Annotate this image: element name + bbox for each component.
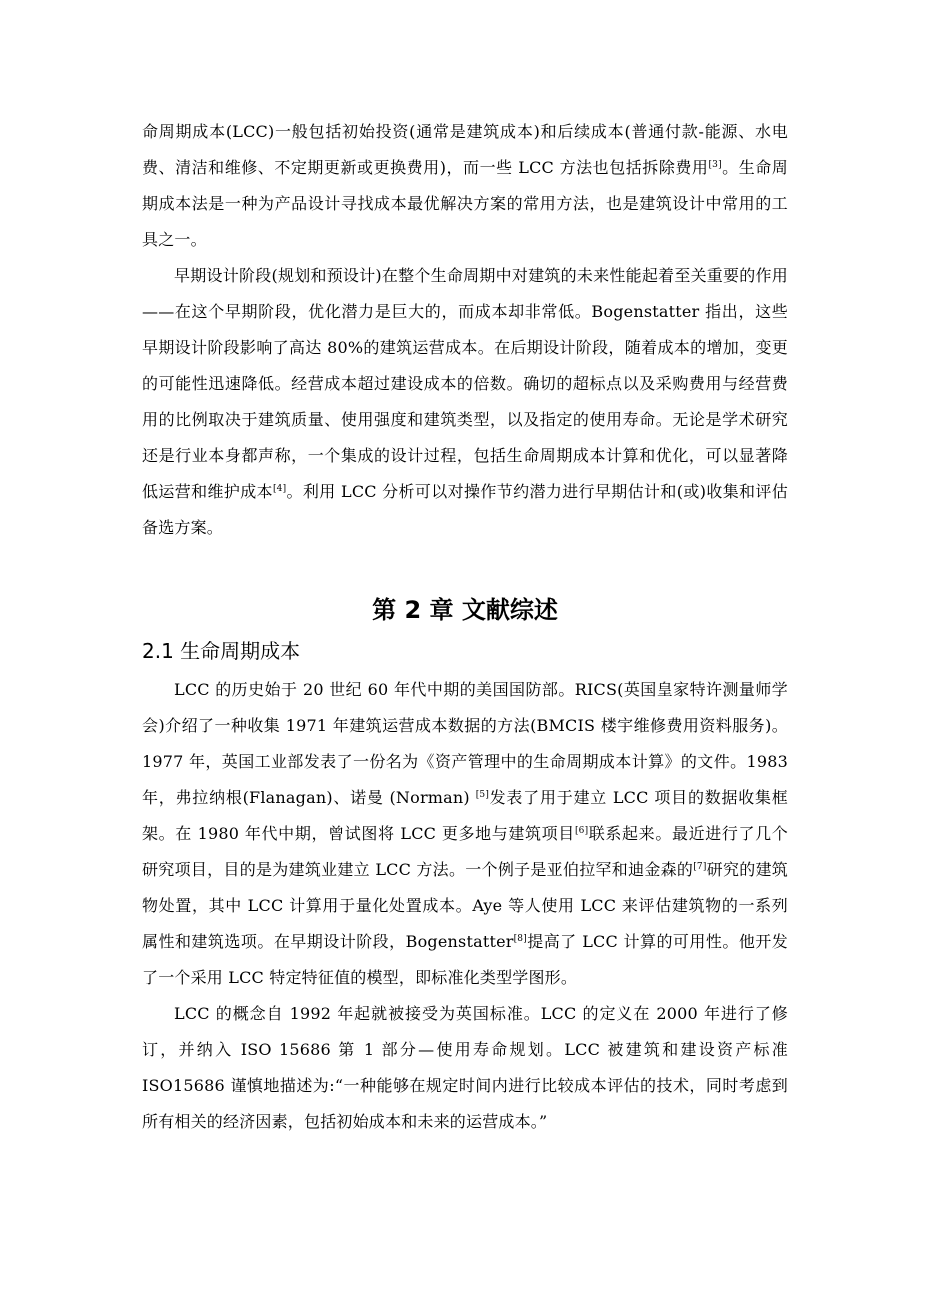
paragraph-lcc-standard (142, 996, 788, 1140)
citation-ref: [4] (272, 484, 287, 494)
citation-ref: [8] (513, 934, 527, 944)
paragraph-text: LCC 的历史始于 20 世纪 60 年代中期的美国国防部。RICS(英国皇家特许测量师学会)介绍了一种收集 1971 年建筑运营成本数据的方法(BMCIS 楼宇维修费用资料服务)。1977 年，英国工业部发表了一份名为《资产管理中的生命周期成本计算》的文件。1983 年，弗拉纳根(Flanagan)、诺曼 (Norman) (142, 680, 788, 807)
paragraph-early-design (142, 258, 788, 546)
citation-ref: [7] (693, 862, 707, 872)
paragraph-text: LCC 的概念自 1992 年起就被接受为英国标准。LCC 的定义在 2000 年进行了修订，并纳入 ISO 15686 第 1 部分—使用寿命规划。LCC 被建筑和建设资产标准 ISO15686 谨慎地描述为:“一种能够在规定时间内进行比较成本评估的技术，同时考虑到所有相关的经济因素，包括初始成本和未来的运营成本。” (142, 1004, 788, 1131)
paragraph-text: 发表了用于建立 LCC 项目的数据收集框架。在 1980 年代中期，曾试图将 LCC 更多地与建筑项目 (142, 788, 788, 843)
paragraph-text: 命周期成本(LCC)一般包括初始投资(通常是建筑成本)和后续成本(普通付款-能源、水电费、清洁和维修、不定期更新或更换费用)，而一些 LCC 方法也包括拆除费用 (142, 122, 788, 177)
page-content (142, 114, 788, 1140)
paragraph-text: 研究的建筑物处置，其中 LCC 计算用于量化处置成本。Aye 等人使用 LCC 来评估建筑物的一系列属性和建筑选项。在早期设计阶段，Bogenstatter (142, 860, 788, 951)
paragraph-text: 早期设计阶段(规划和预设计)在整个生命周期中对建筑的未来性能起着至关重要的作用——在这个早期阶段，优化潜力是巨大的，而成本却非常低。Bogenstatter 指出，这些早期设计阶段影响了高达 80%的建筑运营成本。在后期设计阶段，随着成本的增加，变更的可能性迅速降低。经营成本超过建设成本的倍数。确切的超标点以及采购费用与经营费用的比例取决于建筑质量、使用强度和建筑类型，以及指定的使用寿命。无论是学术研究还是行业本身都声称，一个集成的设计过程，包括生命周期成本计算和优化，可以显著降低运营和维护成本 (142, 266, 788, 501)
paragraph-text: 联系起来。最近进行了几个研究项目，目的是为建筑业建立 LCC 方法。一个例子是亚伯拉罕和迪金森的 (142, 824, 788, 879)
citation-ref: [3] (708, 160, 722, 170)
paragraph-lcc-definition (142, 114, 788, 258)
paragraph-text: 。利用 LCC 分析可以对操作节约潜力进行早期估计和(或)收集和评估备选方案。 (142, 482, 788, 537)
citation-ref: [6] (574, 826, 589, 836)
paragraph-lcc-history (142, 672, 788, 996)
chapter-title: 第 2 章 文献综述 (372, 596, 558, 624)
paragraph-text: 。生命周期成本法是一种为产品设计寻找成本最优解决方案的常用方法，也是建筑设计中常用的工具之一。 (142, 158, 788, 249)
section-title: 2.1 生命周期成本 (142, 639, 301, 663)
citation-ref: [5] (475, 790, 490, 800)
paragraph-text: 提高了 LCC 计算的可用性。他开发了一个采用 LCC 特定特征值的模型，即标准化类型学图形。 (142, 932, 788, 987)
